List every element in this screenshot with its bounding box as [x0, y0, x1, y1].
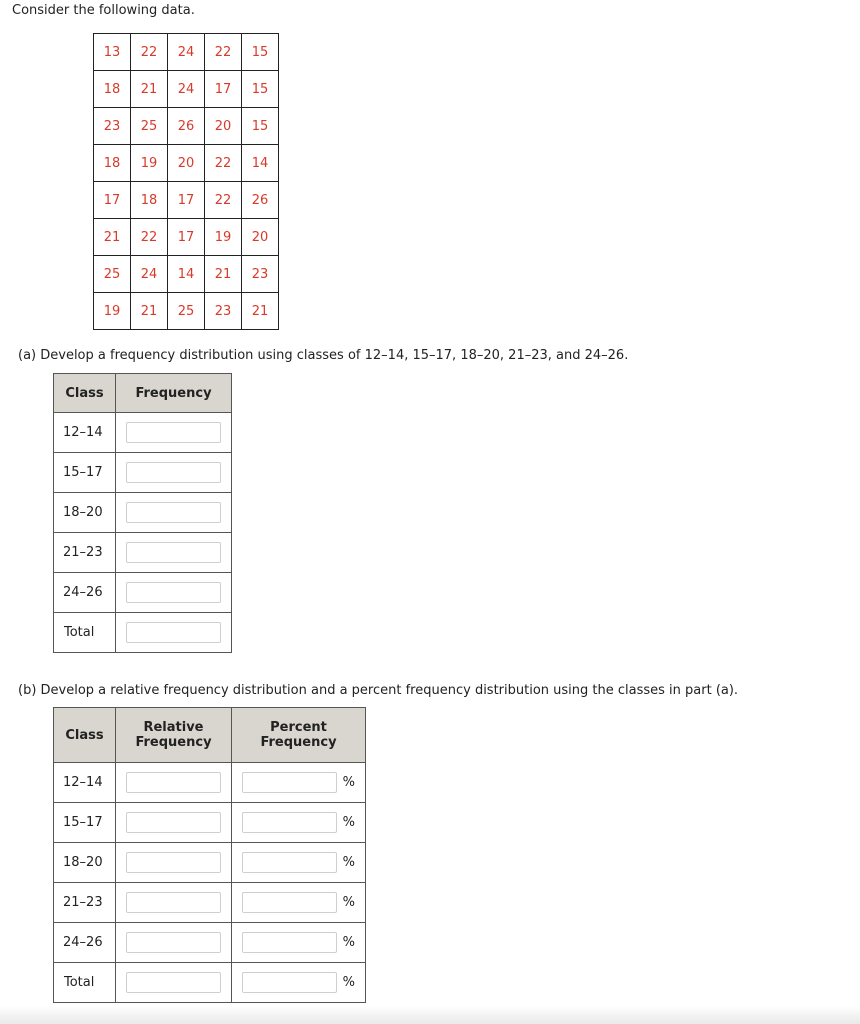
relative-percent-table [53, 707, 366, 1003]
percent-sign: % [342, 775, 355, 790]
percent-frequency-input-15-17[interactable] [242, 812, 337, 833]
data-row [94, 219, 279, 256]
percent-frequency-cell [232, 963, 366, 1003]
percent-frequency-cell [232, 843, 366, 883]
data-cell: 13 [94, 34, 131, 71]
data-cell: 19 [131, 145, 168, 182]
frequency-input-21-23[interactable] [126, 542, 221, 563]
percent-frequency-input-24-26[interactable] [242, 932, 337, 953]
data-cell: 17 [94, 182, 131, 219]
relative-frequency-input-18-20[interactable] [126, 852, 221, 873]
data-row [94, 293, 279, 330]
data-cell: 21 [205, 256, 242, 293]
data-cell: 23 [205, 293, 242, 330]
percent-sign: % [342, 975, 355, 990]
frequency-header: Frequency [116, 374, 232, 413]
data-cell: 20 [242, 219, 279, 256]
relative-frequency-input-12-14[interactable] [126, 772, 221, 793]
intro-text: Consider the following data. [12, 3, 195, 18]
percent-header-line1: Percent [270, 720, 327, 735]
percent-frequency-input-18-20[interactable] [242, 852, 337, 873]
relative-frequency-cell [116, 763, 232, 803]
percent-frequency-cell [232, 883, 366, 923]
relative-header-line1: Relative [143, 720, 204, 735]
data-cell: 15 [242, 108, 279, 145]
data-cell: 26 [168, 108, 205, 145]
data-cell: 19 [94, 293, 131, 330]
data-cell: 19 [205, 219, 242, 256]
frequency-cell [116, 573, 232, 613]
data-cell: 21 [94, 219, 131, 256]
data-cell: 21 [131, 71, 168, 108]
frequency-row [54, 413, 232, 453]
data-row [94, 256, 279, 293]
data-cell: 22 [205, 34, 242, 71]
relative-frequency-input-total[interactable] [126, 972, 221, 993]
percent-header-line2: Frequency [260, 735, 337, 750]
class-label: 15–17 [54, 453, 116, 493]
class-header: Class [54, 708, 116, 763]
relative-percent-row [54, 803, 366, 843]
percent-frequency-header [232, 708, 366, 763]
class-label: 21–23 [54, 533, 116, 573]
data-cell: 14 [168, 256, 205, 293]
frequency-cell [116, 533, 232, 573]
class-label: 24–26 [54, 923, 116, 963]
data-row [94, 182, 279, 219]
class-header: Class [54, 374, 116, 413]
relative-header-line2: Frequency [135, 735, 212, 750]
frequency-cell [116, 413, 232, 453]
data-cell: 17 [168, 219, 205, 256]
relative-frequency-cell [116, 803, 232, 843]
percent-frequency-input-21-23[interactable] [242, 892, 337, 913]
data-cell: 25 [131, 108, 168, 145]
relative-frequency-input-15-17[interactable] [126, 812, 221, 833]
data-cell: 23 [242, 256, 279, 293]
data-cell: 17 [205, 71, 242, 108]
relative-frequency-header [116, 708, 232, 763]
percent-frequency-input-12-14[interactable] [242, 772, 337, 793]
frequency-input-total[interactable] [126, 622, 221, 643]
class-label: Total [54, 613, 116, 653]
frequency-cell [116, 453, 232, 493]
data-cell: 17 [168, 182, 205, 219]
percent-frequency-cell [232, 803, 366, 843]
data-cell: 15 [242, 71, 279, 108]
percent-frequency-input-total[interactable] [242, 972, 337, 993]
frequency-row [54, 453, 232, 493]
frequency-cell [116, 613, 232, 653]
relative-frequency-input-21-23[interactable] [126, 892, 221, 913]
data-row [94, 108, 279, 145]
data-cell: 22 [205, 145, 242, 182]
bottom-fade [0, 1006, 860, 1024]
class-label: 15–17 [54, 803, 116, 843]
relative-frequency-cell [116, 843, 232, 883]
data-cell: 22 [205, 182, 242, 219]
data-cell: 21 [242, 293, 279, 330]
percent-sign: % [342, 895, 355, 910]
data-cell: 24 [131, 256, 168, 293]
percent-frequency-cell [232, 923, 366, 963]
data-cell: 24 [168, 71, 205, 108]
relative-percent-row [54, 843, 366, 883]
percent-sign: % [342, 815, 355, 830]
frequency-input-24-26[interactable] [126, 582, 221, 603]
frequency-input-15-17[interactable] [126, 462, 221, 483]
percent-frequency-cell [232, 763, 366, 803]
frequency-table [53, 373, 232, 653]
frequency-row [54, 533, 232, 573]
relative-percent-row [54, 763, 366, 803]
relative-percent-row [54, 963, 366, 1003]
data-cell: 14 [242, 145, 279, 182]
relative-frequency-input-24-26[interactable] [126, 932, 221, 953]
data-cell: 18 [94, 71, 131, 108]
relative-percent-row [54, 883, 366, 923]
frequency-cell [116, 493, 232, 533]
frequency-row [54, 573, 232, 613]
data-cell: 20 [205, 108, 242, 145]
class-label: 21–23 [54, 883, 116, 923]
data-cell: 24 [168, 34, 205, 71]
data-cell: 20 [168, 145, 205, 182]
data-cell: 22 [131, 219, 168, 256]
frequency-row [54, 613, 232, 653]
data-cell: 22 [131, 34, 168, 71]
class-label: 18–20 [54, 493, 116, 533]
data-cell: 25 [168, 293, 205, 330]
class-label: Total [54, 963, 116, 1003]
data-row [94, 145, 279, 182]
relative-frequency-cell [116, 963, 232, 1003]
relative-percent-row [54, 923, 366, 963]
data-row [94, 71, 279, 108]
data-cell: 23 [94, 108, 131, 145]
data-cell: 25 [94, 256, 131, 293]
frequency-input-18-20[interactable] [126, 502, 221, 523]
percent-sign: % [342, 935, 355, 950]
data-cell: 21 [131, 293, 168, 330]
data-cell: 18 [131, 182, 168, 219]
data-row [94, 34, 279, 71]
data-cell: 15 [242, 34, 279, 71]
data-table [93, 33, 279, 330]
part-b-prompt: (b) Develop a relative frequency distribution and a percent frequency distribution using the classes in part (a). [18, 683, 739, 698]
relative-frequency-cell [116, 923, 232, 963]
class-label: 12–14 [54, 763, 116, 803]
frequency-row [54, 493, 232, 533]
relative-frequency-cell [116, 883, 232, 923]
class-label: 12–14 [54, 413, 116, 453]
percent-sign: % [342, 855, 355, 870]
part-a-prompt: (a) Develop a frequency distribution using classes of 12–14, 15–17, 18–20, 21–23, and 24–26. [18, 348, 629, 363]
data-cell: 26 [242, 182, 279, 219]
frequency-input-12-14[interactable] [126, 422, 221, 443]
class-label: 18–20 [54, 843, 116, 883]
class-label: 24–26 [54, 573, 116, 613]
data-cell: 18 [94, 145, 131, 182]
